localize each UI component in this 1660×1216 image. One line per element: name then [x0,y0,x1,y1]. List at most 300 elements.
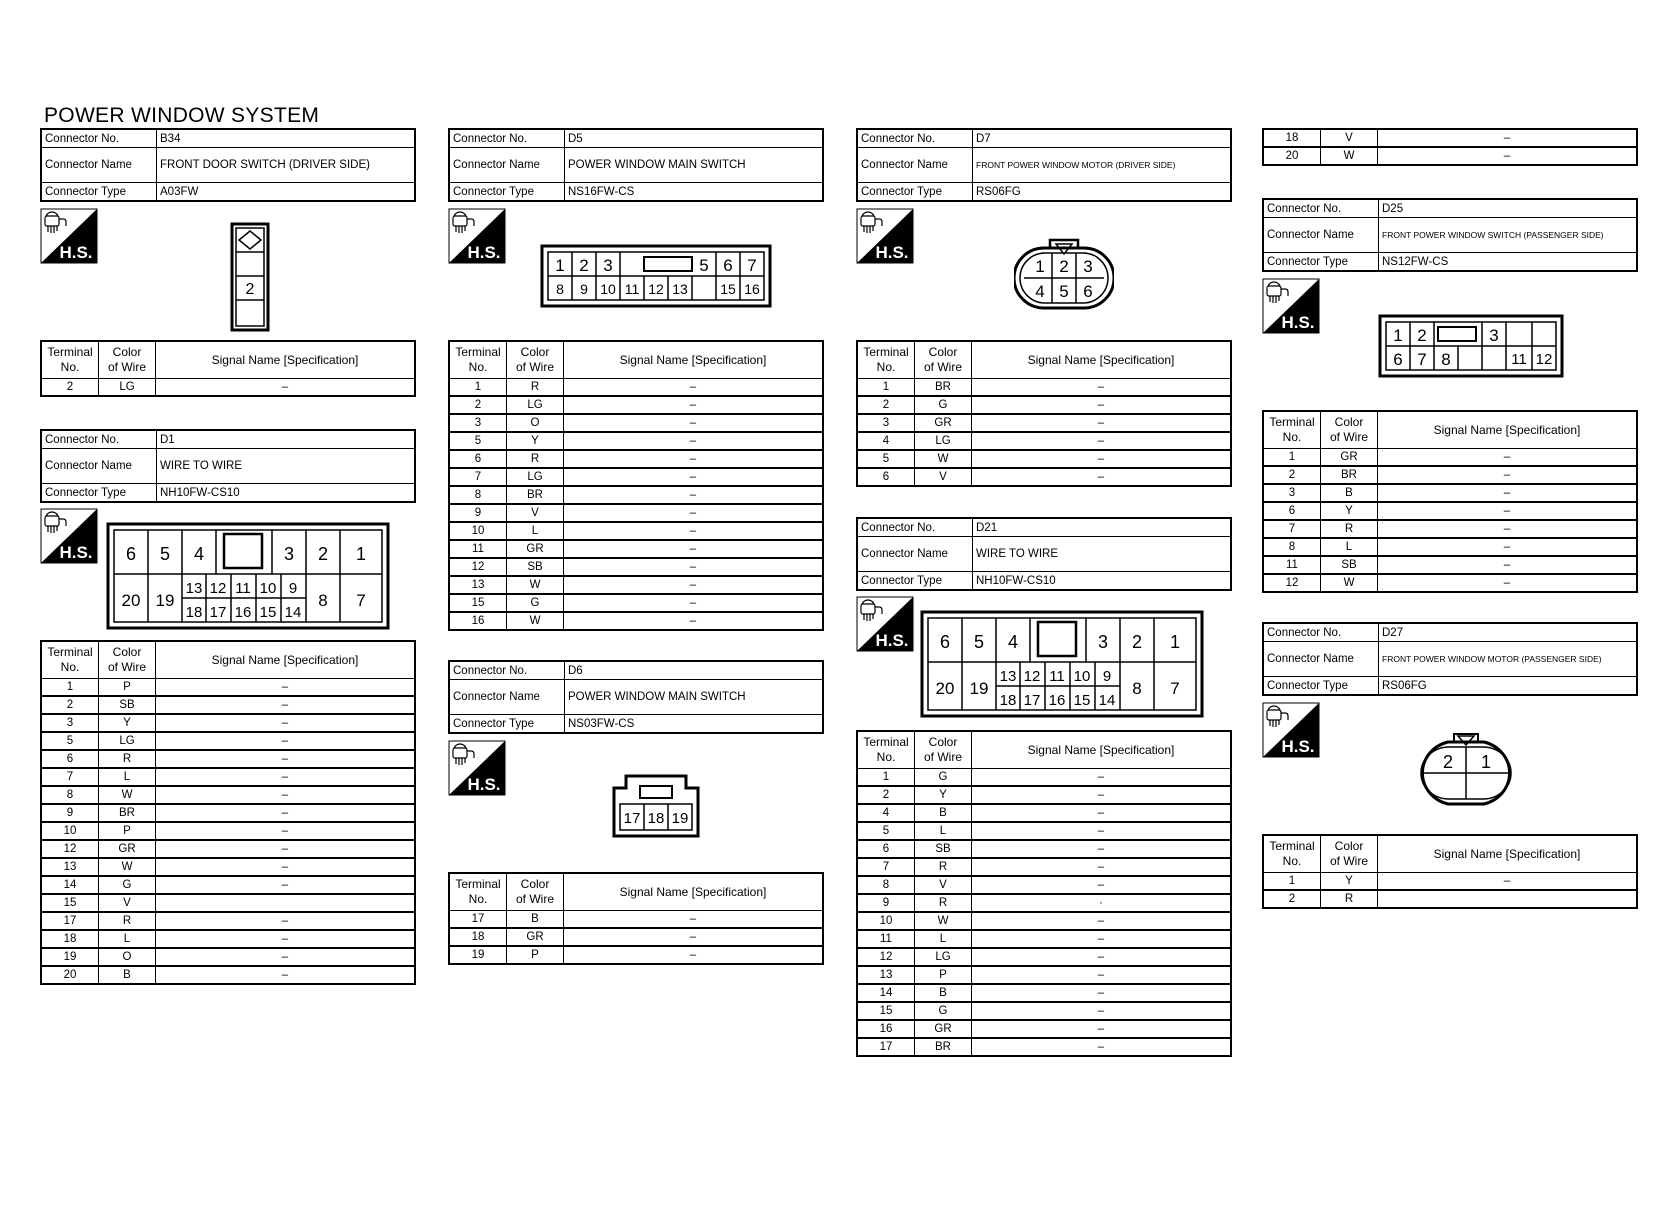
wire-color: GR [507,928,564,946]
terminal-no: 16 [857,1020,915,1038]
terminal-no: 4 [857,804,915,822]
connector-d7-info [856,128,1232,202]
conn-name-value: FRONT POWER WINDOW MOTOR (DRIVER SIDE) [973,148,1232,183]
terminal-table-header [449,873,823,911]
wire-color: V [99,894,156,912]
conn-no-label: Connector No. [1263,199,1379,218]
pin-label: 19 [155,591,175,610]
pin-label: 6 [723,256,733,275]
table-row [41,858,415,876]
table-row [41,804,415,822]
connector-d1-info [40,429,416,503]
pin-label: 10 [600,281,616,297]
pin-label: 5 [159,544,171,564]
wire-color: W [99,858,156,876]
wire-color: B [99,966,156,984]
wire-color: P [99,679,156,697]
color-header: Color of Wire [99,641,156,679]
hs-icon [40,208,98,269]
terminal-no: 13 [449,576,507,594]
table-row [449,540,823,558]
connector-d21-info [856,517,1232,591]
terminal-no: 2 [449,396,507,414]
pin-label: 9 [1102,668,1112,685]
terminal-table-header [857,731,1231,769]
signal-name: – [972,912,1232,930]
terminal-no: 7 [857,858,915,876]
signal-name: – [156,804,416,822]
terminal-no: 5 [449,432,507,450]
wire-color: SB [507,558,564,576]
pin-label: 7 [356,591,366,610]
wire-color: G [915,1002,972,1020]
signal-name: – [564,468,824,486]
signal-name: – [564,522,824,540]
conn-type-label: Connector Type [449,715,565,734]
wire-color: L [915,930,972,948]
wire-color: GR [507,540,564,558]
pin-label: 11 [1049,668,1065,685]
conn-name-label: Connector Name [857,148,973,183]
hs-label: H.S. [1281,313,1315,332]
terminal-no: 7 [1263,520,1321,538]
signal-name: – [156,948,416,966]
connector-d21-diagram [920,610,1204,723]
terminal-no: 2 [857,786,915,804]
terminal-no: 5 [857,822,915,840]
wire-color: R [915,894,972,912]
pin-label: 8 [1441,350,1451,369]
pin-label: 6 [125,544,137,564]
table-row [857,804,1231,822]
signal-name: – [156,696,416,714]
pin-label: 17 [209,604,227,621]
terminal-no: 8 [41,786,99,804]
wire-color: GR [99,840,156,858]
conn-type-value: A03FW [157,183,416,202]
wire-color: P [99,822,156,840]
conn-type-value: NS16FW-CS [565,183,824,202]
signal-name: – [564,928,824,946]
conn-name-value: FRONT POWER WINDOW SWITCH (PASSENGER SIDE) [1379,218,1638,253]
terminal-no: 20 [41,966,99,984]
wire-color: SB [1321,556,1378,574]
connector-d21-terminals-continued [1262,128,1638,166]
pin-label: 4 [1007,632,1019,652]
table-row [857,984,1231,1002]
connector-d5-terminals [448,340,824,631]
table-row [1263,502,1637,520]
wire-color: SB [99,696,156,714]
conn-type-value: RS06FG [1379,677,1638,696]
conn-type-value: NS03FW-CS [565,715,824,734]
pin-label: 1 [1480,752,1492,772]
pin-label: 13 [185,580,203,597]
pin-label: 4 [193,544,205,564]
terminal-header: Terminal No. [857,731,915,769]
wire-color: R [1321,890,1378,908]
pin-label: 12 [648,281,664,297]
wire-color: BR [1321,466,1378,484]
table-row [1263,538,1637,556]
terminal-no: 5 [857,450,915,468]
terminal-no: 11 [1263,556,1321,574]
signal-name: – [564,612,824,630]
table-row [449,558,823,576]
conn-name-value: POWER WINDOW MAIN SWITCH [565,148,824,183]
signal-name: – [1378,502,1638,520]
table-row [857,379,1231,397]
conn-name-label: Connector Name [449,148,565,183]
color-header: Color of Wire [915,731,972,769]
color-header: Color of Wire [1321,411,1378,449]
hs-icon [40,508,98,569]
conn-type-label: Connector Type [41,484,157,503]
pin-label: 11 [624,281,640,297]
table-row [1263,520,1637,538]
table-row [41,732,415,750]
wire-color: R [507,450,564,468]
table-row [41,912,415,930]
terminal-no: 1 [1263,873,1321,891]
signal-name: – [564,432,824,450]
connector-d7-terminals [856,340,1232,487]
signal-header: Signal Name [Specification] [972,731,1232,769]
pin-label: 7 [1170,679,1180,698]
table-row [449,946,823,964]
pin-label: 3 [1097,632,1109,652]
wire-color: V [507,504,564,522]
wire-color: LG [507,468,564,486]
conn-type-label: Connector Type [449,183,565,202]
terminal-no: 5 [41,732,99,750]
wire-color: LG [915,432,972,450]
terminal-no: 20 [1263,147,1321,165]
table-row [857,396,1231,414]
signal-name: – [1378,484,1638,502]
signal-name: – [972,432,1232,450]
table-row [857,1002,1231,1020]
conn-no-value: B34 [157,129,416,148]
wire-color: BR [915,1038,972,1056]
conn-name-value: FRONT POWER WINDOW MOTOR (PASSENGER SIDE) [1379,642,1638,677]
table-row [449,594,823,612]
signal-name: – [972,1038,1232,1056]
terminal-no: 6 [449,450,507,468]
connector-d27-diagram [1414,728,1518,811]
terminal-no: 4 [857,432,915,450]
table-row [857,1038,1231,1056]
pin-label: 13 [999,668,1017,685]
terminal-no: 18 [41,930,99,948]
table-row [857,1020,1231,1038]
table-row [857,414,1231,432]
signal-name: – [972,379,1232,397]
table-row [1263,129,1637,147]
terminal-header: Terminal No. [41,641,99,679]
terminal-no: 18 [1263,129,1321,147]
terminal-no: 12 [449,558,507,576]
conn-no-value: D27 [1379,623,1638,642]
signal-name: – [156,930,416,948]
connector-d6-terminals [448,872,824,965]
pin-label: 4 [1035,282,1045,301]
signal-name: – [156,786,416,804]
signal-name: – [564,946,824,964]
signal-name: – [564,396,824,414]
wire-color: LG [507,396,564,414]
conn-no-label: Connector No. [857,129,973,148]
signal-name: – [564,486,824,504]
table-row [449,911,823,929]
terminal-no: 6 [857,468,915,486]
wire-color: L [99,768,156,786]
conn-no-label: Connector No. [857,518,973,537]
pin-label: 3 [1083,257,1093,276]
conn-no-value: D6 [565,661,824,680]
conn-type-value: NS12FW-CS [1379,253,1638,272]
signal-name: – [1378,538,1638,556]
terminal-no: 15 [449,594,507,612]
wire-color: R [915,858,972,876]
connector-d5-info [448,128,824,202]
table-row [857,468,1231,486]
terminal-table-header [1263,835,1637,873]
table-row [449,414,823,432]
terminal-no: 9 [857,894,915,912]
pin-label: 14 [284,604,302,621]
pin-label: 7 [747,256,757,275]
table-row [449,379,823,397]
signal-name: – [1378,129,1638,147]
wire-color: L [1321,538,1378,556]
signal-name: – [972,414,1232,432]
signal-name: – [156,379,416,397]
wire-color: Y [915,786,972,804]
terminal-header: Terminal No. [1263,835,1321,873]
conn-no-label: Connector No. [41,430,157,449]
connector-d25-terminals [1262,410,1638,593]
terminal-no: 12 [41,840,99,858]
hs-label: H.S. [59,543,93,562]
pin-label: 3 [1489,326,1499,345]
pin-label: 17 [623,810,641,827]
signal-name: – [972,468,1232,486]
pin-label: 8 [1132,679,1142,698]
pin-label: 6 [1083,282,1093,301]
conn-type-value: NH10FW-CS10 [973,572,1232,591]
signal-name: – [1378,574,1638,592]
pin-label: 10 [1073,668,1091,685]
hs-label: H.S. [467,243,501,262]
connector-d25-info [1262,198,1638,272]
conn-name-label: Connector Name [857,537,973,572]
wire-color: W [915,912,972,930]
pin-label: 15 [720,281,736,297]
wire-color: W [99,786,156,804]
pin-label: 2 [1442,752,1454,772]
hs-label: H.S. [875,631,909,650]
terminal-header: Terminal No. [449,341,507,379]
connector-d27-terminals [1262,834,1638,909]
table-row [41,786,415,804]
table-row [857,948,1231,966]
wire-color: Y [1321,873,1378,891]
table-row [41,894,415,912]
color-header: Color of Wire [1321,835,1378,873]
signal-name: – [156,822,416,840]
pin-label: 5 [1059,282,1069,301]
wire-color: BR [99,804,156,822]
table-row [41,876,415,894]
wire-color: LG [99,732,156,750]
pin-label: 16 [234,604,252,621]
terminal-table-header [1263,411,1637,449]
wire-color: G [915,396,972,414]
pin-label: 2 [245,281,255,298]
wire-color: L [915,822,972,840]
terminal-header: Terminal No. [449,873,507,911]
wire-color: V [915,876,972,894]
wire-color: V [1321,129,1378,147]
pin-label: 15 [259,604,277,621]
signal-name: – [156,679,416,697]
signal-name: – [564,414,824,432]
terminal-no: 1 [41,679,99,697]
pin-label: 3 [603,256,613,275]
pin-label: 18 [185,604,203,621]
terminal-no: 15 [857,1002,915,1020]
pin-label: 20 [935,679,955,698]
table-row [41,948,415,966]
signal-name: – [156,750,416,768]
terminal-no: 2 [1263,466,1321,484]
table-row [1263,574,1637,592]
signal-name: – [156,732,416,750]
terminal-no: 1 [857,769,915,787]
signal-name: – [972,840,1232,858]
hs-icon [856,596,914,657]
pin-label: 12 [1535,351,1553,368]
signal-name: – [156,912,416,930]
signal-name: – [972,769,1232,787]
wire-color: P [915,966,972,984]
connector-d21-terminals [856,730,1232,1057]
terminal-no: 6 [1263,502,1321,520]
conn-name-label: Connector Name [449,680,565,715]
table-row [857,912,1231,930]
terminal-no: 9 [449,504,507,522]
terminal-no: 7 [41,768,99,786]
conn-type-value: RS06FG [973,183,1232,202]
terminal-no: 10 [449,522,507,540]
wire-color: P [507,946,564,964]
table-row [41,768,415,786]
wire-color: G [507,594,564,612]
terminal-no: 11 [857,930,915,948]
signal-name: – [564,379,824,397]
conn-type-label: Connector Type [1263,253,1379,272]
wire-color: BR [915,379,972,397]
wire-color: R [1321,520,1378,538]
hs-icon [856,208,914,269]
table-row [449,450,823,468]
pin-label: 20 [121,591,141,610]
wire-color: W [507,576,564,594]
connector-d1-terminals [40,640,416,985]
pin-label: 2 [1131,632,1143,652]
terminal-no: 8 [449,486,507,504]
table-row [41,966,415,984]
conn-no-label: Connector No. [1263,623,1379,642]
terminal-header: Terminal No. [1263,411,1321,449]
table-row [857,876,1231,894]
wire-color: G [99,876,156,894]
table-row [41,750,415,768]
pin-label: 5 [973,632,985,652]
pin-label: 11 [1511,351,1527,368]
table-row [1263,147,1637,165]
wire-color: B [915,984,972,1002]
table-row [857,822,1231,840]
terminal-no: 10 [857,912,915,930]
signal-name: – [972,948,1232,966]
table-row [857,858,1231,876]
wire-color: B [507,911,564,929]
signal-name: – [564,450,824,468]
conn-no-value: D1 [157,430,416,449]
conn-no-value: D25 [1379,199,1638,218]
wire-color: R [507,379,564,397]
signal-name: – [564,594,824,612]
terminal-no: 2 [41,696,99,714]
signal-name: – [156,840,416,858]
conn-name-label: Connector Name [41,148,157,183]
terminal-table-header [41,341,415,379]
pin-label: 18 [999,692,1017,709]
table-row [857,966,1231,984]
conn-name-value: WIRE TO WIRE [973,537,1232,572]
terminal-no: 19 [41,948,99,966]
terminal-no: 8 [857,876,915,894]
conn-no-label: Connector No. [449,661,565,680]
table-row [1263,890,1637,908]
signal-name: – [156,876,416,894]
pin-label: 16 [1048,692,1066,709]
table-row [1263,449,1637,467]
pin-label: 2 [317,544,329,564]
pin-label: 15 [1073,692,1091,709]
terminal-no: 2 [857,396,915,414]
hs-label: H.S. [467,775,501,794]
terminal-table-header [41,641,415,679]
color-header: Color of Wire [99,341,156,379]
terminal-no: 19 [449,946,507,964]
pin-label: 19 [671,810,689,827]
hs-label: H.S. [875,243,909,262]
pin-label: 7 [1417,350,1427,369]
terminal-no: 18 [449,928,507,946]
pin-label: 19 [969,679,989,698]
pin-label: 9 [580,281,588,297]
terminal-no: 12 [857,948,915,966]
conn-type-label: Connector Type [857,572,973,591]
terminal-no: 17 [857,1038,915,1056]
signal-name: · [972,894,1232,912]
terminal-no: 10 [41,822,99,840]
wire-color: R [99,750,156,768]
terminal-no: 1 [1263,449,1321,467]
